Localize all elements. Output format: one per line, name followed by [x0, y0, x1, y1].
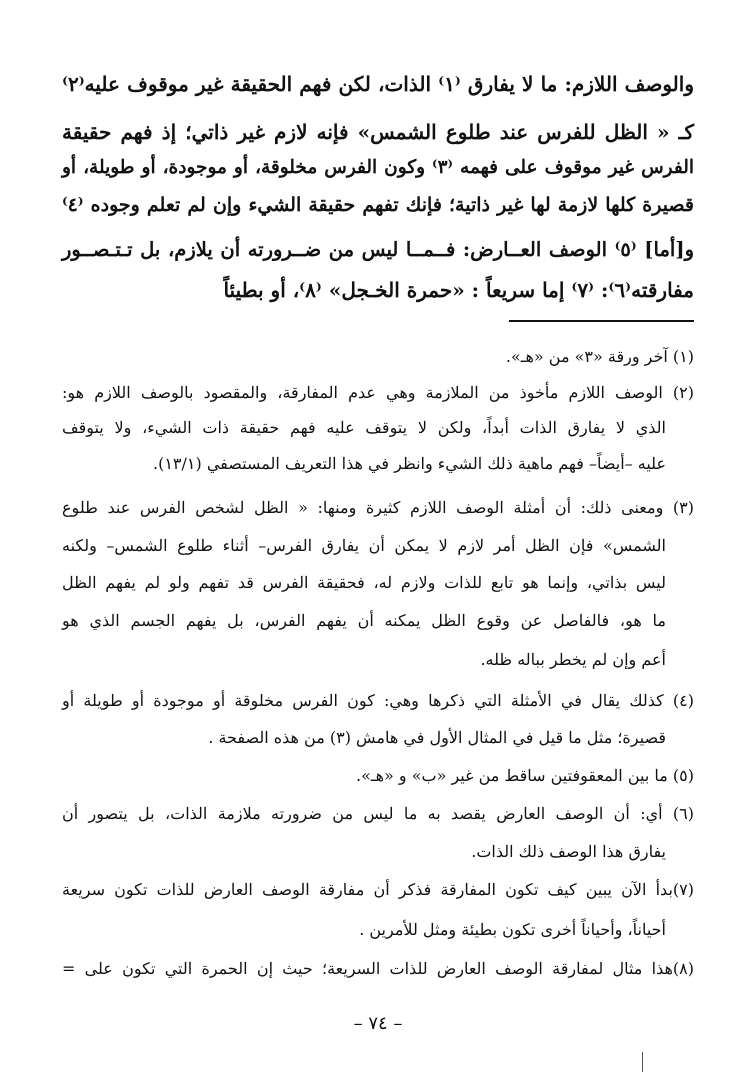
- main-text-line-6: مفارقته⁽٦⁾: ⁽٧⁾ إما سريعاً : «حمرة الخـجل» ⁽٨⁾، أو بطيئاً: [223, 278, 694, 302]
- footnote-2-line-1: (٢) الوصف اللازم مأخوذ من الملازمة وهي عدم المفارقة، والمقصود بالوصف اللازم هو:: [62, 383, 694, 402]
- footnote-7-line-2: أحياناً، وأحياناً أخرى تكون بطيئة ومثل للأمرين .: [359, 920, 666, 939]
- footnote-3-line-4: ما هو، فالفاصل عن وقوع الظل يمكنه أن يفهم الفرس، بل يفهم الجسم الذي هو: [62, 611, 666, 630]
- main-text-line-4: قصيرة كلها لازمة لها غير ذاتية؛ فإنك تفهم حقيقة الشيء وإن لم تعلم وجوده ⁽٤⁾: [62, 194, 694, 216]
- footnote-2-line-3: عليه –أيضاً– فهم ماهية ذلك الشيء وانظر في هذا التعريف المستصفي (١٣/١).: [152, 454, 666, 473]
- main-text-line-2: كـ « الظل للفرس عند طلوع الشمس» فإنه لازم غير ذاتي؛ إذ فهم حقيقة: [62, 120, 694, 144]
- footnote-3-line-3: ليس بذاتي، وإنما هو تابع للذات ولازم له، فحقيقة الفرس قد تفهم ولو لم يفهم الظل: [62, 573, 666, 592]
- footnote-1: (١) آخر ورقة «٣» من «هـ».: [505, 347, 694, 366]
- footnote-6-line-2: يفارق هذا الوصف ذلك الذات.: [471, 842, 666, 861]
- footnote-3-line-5: أعم وإن لم يخطر بباله ظله.: [480, 650, 666, 669]
- footnote-3-line-2: الشمس» فإن الظل أمر لازم لا يمكن أن يفارق الفرس– أثناء طلوع الشمس– ولكنه: [62, 536, 666, 555]
- footnote-6-line-1: (٦) أي: أن الوصف العارض يقصد به ما ليس من ضرورته ملازمة الذات، بل يتصور أن: [62, 804, 694, 823]
- main-text-line-3: الفرس غير موقوف على فهمه ⁽٣⁾ وكون الفرس مخلوقة، أو موجودة، أو طويلة، أو: [62, 157, 695, 178]
- main-text-line-1: والوصف اللازم: ما لا يفارق ⁽١⁾ الذات، لكن فهم الحقيقة غير موقوف عليه⁽٢⁾: [62, 72, 694, 96]
- scan-edge-mark: [642, 1052, 643, 1072]
- footnote-separator: [509, 320, 694, 322]
- footnote-8-line-1: (٨)هذا مثال لمفارقة الوصف العارض للذات السريعة؛ حيث إن الحمرة التي تكون على =: [62, 959, 694, 978]
- footnote-4-line-1: (٤) كذلك يقال في الأمثلة التي ذكرها وهي: كون الفرس مخلوقة أو موجودة أو طويلة أو: [62, 691, 694, 710]
- footnote-3-line-1: (٣) ومعنى ذلك: أن أمثلة الوصف اللازم كثيرة ومنها: « الظل لشخص الفرس عند طلوع: [62, 498, 694, 517]
- footnote-5: (٥) ما بين المعقوفتين ساقط من غير «ب» و «هـ».: [356, 766, 694, 785]
- footnote-4-line-2: قصيرة؛ مثل ما قيل في المثال الأول في هامش (٣) من هذه الصفحة .: [208, 728, 666, 747]
- main-text-line-5: و[أما] ⁽٥⁾ الوصف العــارض: فــمــا ليس من ضــرورته أن يلازم، بل تـتـصــور: [62, 238, 694, 261]
- footnote-2-line-2: الذي لا يفارق الذات أبداً، ولكن لا يتوقف عليه فهم حقيقة ذات الشيء، ولا يتوقف: [62, 418, 666, 437]
- footnote-7-line-1: (٧)بدأ الآن يبين كيف تكون المفارقة فذكر أن مفارقة الوصف العارض للذات تكون سريعة: [62, 880, 694, 899]
- page-number: – ٧٤ –: [353, 1013, 403, 1034]
